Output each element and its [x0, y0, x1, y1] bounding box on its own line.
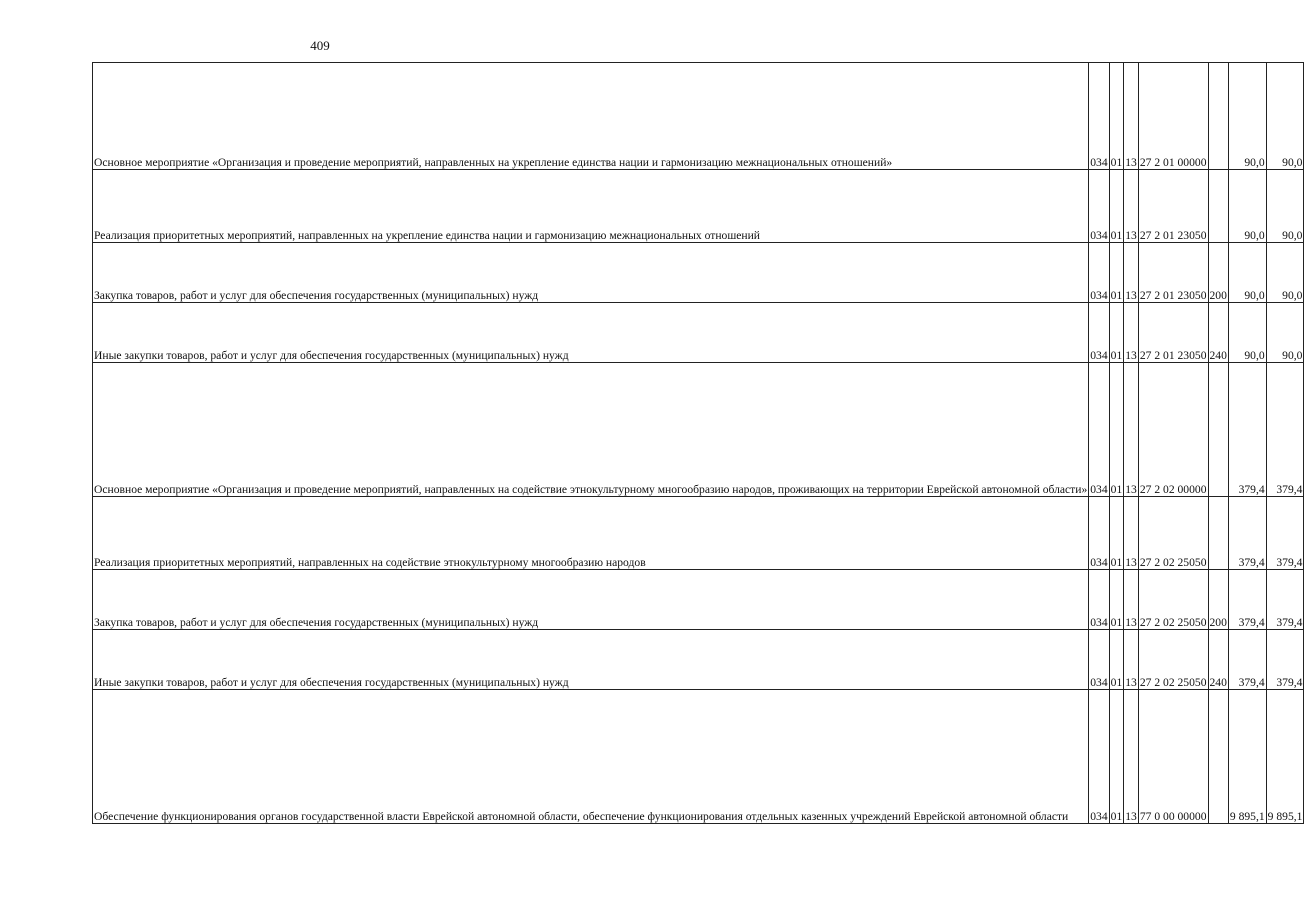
row-name-cell: Закупка товаров, работ и услуг для обеспечения государственных (муниципальных) нужд	[93, 243, 1089, 303]
table-row	[93, 630, 1304, 690]
amount-year2-cell: 379,4	[1266, 570, 1304, 630]
expense-type-cell	[1208, 170, 1228, 243]
amount-year2-cell: 90,0	[1266, 303, 1304, 363]
amount-year2-cell: 379,4	[1266, 630, 1304, 690]
ministry-code-cell: 034	[1089, 243, 1109, 303]
ministry-code-cell: 034	[1089, 690, 1109, 824]
amount-year1-cell: 90,0	[1228, 303, 1266, 363]
row-name-cell: Обеспечение функционирования органов государственной власти Еврейской автономной области, обеспечение функционирования отдельных казенных учреждений Еврейской автономной области	[93, 690, 1089, 824]
section-code-cell: 01	[1109, 570, 1124, 630]
amount-year2-cell: 379,4	[1266, 497, 1304, 570]
row-name-cell: Основное мероприятие «Организация и проведение мероприятий, направленных на содействие этнокультурному многообразию народов, проживающих на территории Еврейской автономной области»	[93, 363, 1089, 497]
target-article-cell: 27 2 02 25050	[1138, 570, 1208, 630]
target-article-cell: 27 2 01 00000	[1138, 63, 1208, 170]
expense-type-cell	[1208, 363, 1228, 497]
section-code-cell: 01	[1109, 690, 1124, 824]
subsection-code-cell: 13	[1124, 170, 1139, 243]
section-code-cell: 01	[1109, 63, 1124, 170]
amount-year1-cell: 90,0	[1228, 170, 1266, 243]
row-name-cell: Закупка товаров, работ и услуг для обеспечения государственных (муниципальных) нужд	[93, 570, 1089, 630]
expense-type-cell	[1208, 63, 1228, 170]
table-row	[93, 63, 1304, 170]
expense-type-cell: 200	[1208, 243, 1228, 303]
amount-year2-cell: 90,0	[1266, 63, 1304, 170]
ministry-code-cell: 034	[1089, 497, 1109, 570]
amount-year1-cell: 379,4	[1228, 630, 1266, 690]
amount-year1-cell: 379,4	[1228, 497, 1266, 570]
expense-type-cell: 200	[1208, 570, 1228, 630]
expense-type-cell	[1208, 497, 1228, 570]
target-article-cell: 77 0 00 00000	[1138, 690, 1208, 824]
ministry-code-cell: 034	[1089, 630, 1109, 690]
section-code-cell: 01	[1109, 363, 1124, 497]
table-row	[93, 570, 1304, 630]
section-code-cell: 01	[1109, 303, 1124, 363]
table-row	[93, 243, 1304, 303]
table-row	[93, 363, 1304, 497]
expense-type-cell	[1208, 690, 1228, 824]
subsection-code-cell: 13	[1124, 630, 1139, 690]
amount-year1-cell: 379,4	[1228, 363, 1266, 497]
ministry-code-cell: 034	[1089, 170, 1109, 243]
subsection-code-cell: 13	[1124, 497, 1139, 570]
page-number: 409	[310, 38, 330, 53]
ministry-code-cell: 034	[1089, 303, 1109, 363]
ministry-code-cell: 034	[1089, 570, 1109, 630]
table-body	[93, 63, 1304, 824]
section-code-cell: 01	[1109, 497, 1124, 570]
amount-year1-cell: 90,0	[1228, 63, 1266, 170]
section-code-cell: 01	[1109, 630, 1124, 690]
section-code-cell: 01	[1109, 170, 1124, 243]
row-name-cell: Реализация приоритетных мероприятий, направленных на содействие этнокультурному многообразию народов	[93, 497, 1089, 570]
ministry-code-cell: 034	[1089, 363, 1109, 497]
ministry-code-cell: 034	[1089, 63, 1109, 170]
target-article-cell: 27 2 01 23050	[1138, 243, 1208, 303]
target-article-cell: 27 2 02 00000	[1138, 363, 1208, 497]
amount-year2-cell: 90,0	[1266, 243, 1304, 303]
target-article-cell: 27 2 01 23050	[1138, 303, 1208, 363]
budget-table	[92, 62, 1304, 824]
table-row	[93, 170, 1304, 243]
subsection-code-cell: 13	[1124, 303, 1139, 363]
table-row	[93, 690, 1304, 824]
amount-year2-cell: 9 895,1	[1266, 690, 1304, 824]
target-article-cell: 27 2 01 23050	[1138, 170, 1208, 243]
subsection-code-cell: 13	[1124, 243, 1139, 303]
amount-year2-cell: 90,0	[1266, 170, 1304, 243]
subsection-code-cell: 13	[1124, 363, 1139, 497]
amount-year1-cell: 9 895,1	[1228, 690, 1266, 824]
row-name-cell: Иные закупки товаров, работ и услуг для обеспечения государственных (муниципальных) нужд	[93, 630, 1089, 690]
subsection-code-cell: 13	[1124, 63, 1139, 170]
table-row	[93, 497, 1304, 570]
row-name-cell: Реализация приоритетных мероприятий, направленных на укрепление единства нации и гармонизацию межнациональных отношений	[93, 170, 1089, 243]
subsection-code-cell: 13	[1124, 570, 1139, 630]
amount-year2-cell: 379,4	[1266, 363, 1304, 497]
target-article-cell: 27 2 02 25050	[1138, 497, 1208, 570]
expense-type-cell: 240	[1208, 630, 1228, 690]
table-row	[93, 303, 1304, 363]
expense-type-cell: 240	[1208, 303, 1228, 363]
row-name-cell: Иные закупки товаров, работ и услуг для обеспечения государственных (муниципальных) нужд	[93, 303, 1089, 363]
amount-year1-cell: 379,4	[1228, 570, 1266, 630]
amount-year1-cell: 90,0	[1228, 243, 1266, 303]
target-article-cell: 27 2 02 25050	[1138, 630, 1208, 690]
subsection-code-cell: 13	[1124, 690, 1139, 824]
row-name-cell: Основное мероприятие «Организация и проведение мероприятий, направленных на укрепление единства нации и гармонизацию межнациональных отношений»	[93, 63, 1089, 170]
section-code-cell: 01	[1109, 243, 1124, 303]
